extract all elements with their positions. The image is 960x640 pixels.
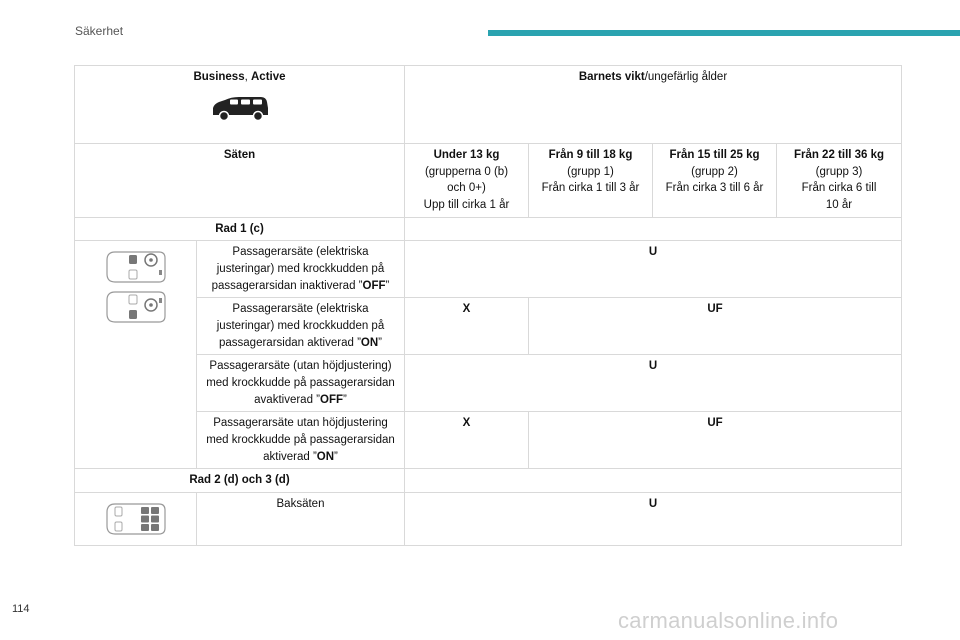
watermark: carmanualsonline.info — [618, 608, 839, 633]
airbag-state: OFF — [362, 279, 386, 292]
group-cell — [653, 144, 777, 218]
group-line: och 0+) — [447, 182, 486, 195]
row1-title-row — [75, 217, 902, 241]
seat-value: U — [405, 355, 902, 412]
version-cell — [75, 66, 405, 144]
seat-desc-text: Passagerarsäte (elektriska justeringar) med krockkudden på passagerarsidan aktiverad ” — [216, 303, 385, 349]
group-cell — [405, 144, 529, 218]
child-weight-label: Barnets vikt — [578, 71, 645, 83]
airbag-state: ON — [316, 450, 335, 463]
seat-desc-end: ” — [378, 336, 382, 349]
version-name-2: Active — [251, 71, 286, 83]
group-line: (grupperna 0 (b) — [424, 165, 509, 178]
group-weight: Från 22 till 36 kg — [793, 149, 885, 161]
seat-description — [197, 355, 405, 412]
group-cell — [777, 144, 902, 218]
seat-description: Baksäten — [197, 493, 405, 546]
group-line: 10 år — [825, 199, 853, 212]
group-line: Upp till cirka 1 år — [423, 199, 510, 212]
row2-title: Rad 2 (d) och 3 (d) — [75, 469, 405, 493]
van-icon — [209, 96, 271, 122]
table-row — [75, 493, 902, 546]
car-front-seat-icon — [103, 250, 169, 284]
group-line: (grupp 1) — [567, 165, 614, 178]
groups-row — [75, 144, 902, 218]
seat-description — [197, 241, 405, 298]
seat-desc-text: Passagerarsäte (elektriska justeringar) med krockkudden på passagerarsidan inaktiverad ” — [211, 246, 385, 292]
seat-value: X — [405, 298, 529, 355]
seat-value: X — [405, 412, 529, 469]
empty-cell — [405, 217, 902, 241]
version-name-1: Business — [193, 71, 245, 83]
seat-desc-end: ” — [385, 279, 390, 292]
group-line: (grupp 3) — [815, 165, 863, 178]
table-row — [75, 298, 902, 355]
table-row — [75, 241, 902, 298]
seat-value: U — [405, 493, 902, 546]
seat-description — [197, 298, 405, 355]
row1-title: Rad 1 (c) — [75, 217, 405, 241]
car-front-seat-icon — [103, 290, 169, 324]
table-header-row — [75, 66, 902, 144]
group-line: Från cirka 1 till 3 år — [541, 182, 640, 195]
seats-label: Säten — [75, 144, 405, 218]
seat-desc-text: Passagerarsäte utan höjdjustering med krockkudde på passagerarsidan aktiverad ” — [206, 417, 395, 463]
table-row — [75, 412, 902, 469]
group-cell — [529, 144, 653, 218]
page-number: 114 — [12, 603, 30, 615]
group-weight: Från 15 till 25 kg — [669, 149, 760, 161]
airbag-state: ON — [360, 336, 379, 349]
seat-desc-end: ” — [334, 450, 338, 463]
seat-description — [197, 412, 405, 469]
seat-value: U — [405, 241, 902, 298]
empty-cell — [405, 469, 902, 493]
group-weight: Under 13 kg — [433, 149, 500, 161]
child-age-label: /ungefärlig ålder — [644, 71, 728, 83]
header-accent-bar — [488, 30, 960, 36]
seat-value: UF — [529, 298, 902, 355]
section-title: Säkerhet — [75, 24, 124, 38]
group-line: (grupp 2) — [691, 165, 738, 178]
seat-value: UF — [529, 412, 902, 469]
child-seat-table — [74, 65, 902, 546]
group-line: Från cirka 6 till — [801, 182, 877, 195]
seat-desc-text: Passagerarsäte (utan höjdjustering) med krockkudde på passagerarsidan avaktiverad ” — [206, 360, 395, 406]
group-line: Från cirka 3 till 6 år — [665, 182, 764, 195]
group-weight: Från 9 till 18 kg — [548, 149, 633, 161]
table-row — [75, 355, 902, 412]
front-seat-diagram-cell — [75, 241, 197, 469]
car-rear-seats-icon — [103, 502, 169, 536]
row2-title-row — [75, 469, 902, 493]
rear-seat-diagram-cell — [75, 493, 197, 546]
seat-desc-end: ” — [343, 393, 347, 406]
child-weight-header — [405, 66, 902, 144]
airbag-state: OFF — [320, 393, 343, 406]
version-separator: , — [244, 71, 251, 83]
